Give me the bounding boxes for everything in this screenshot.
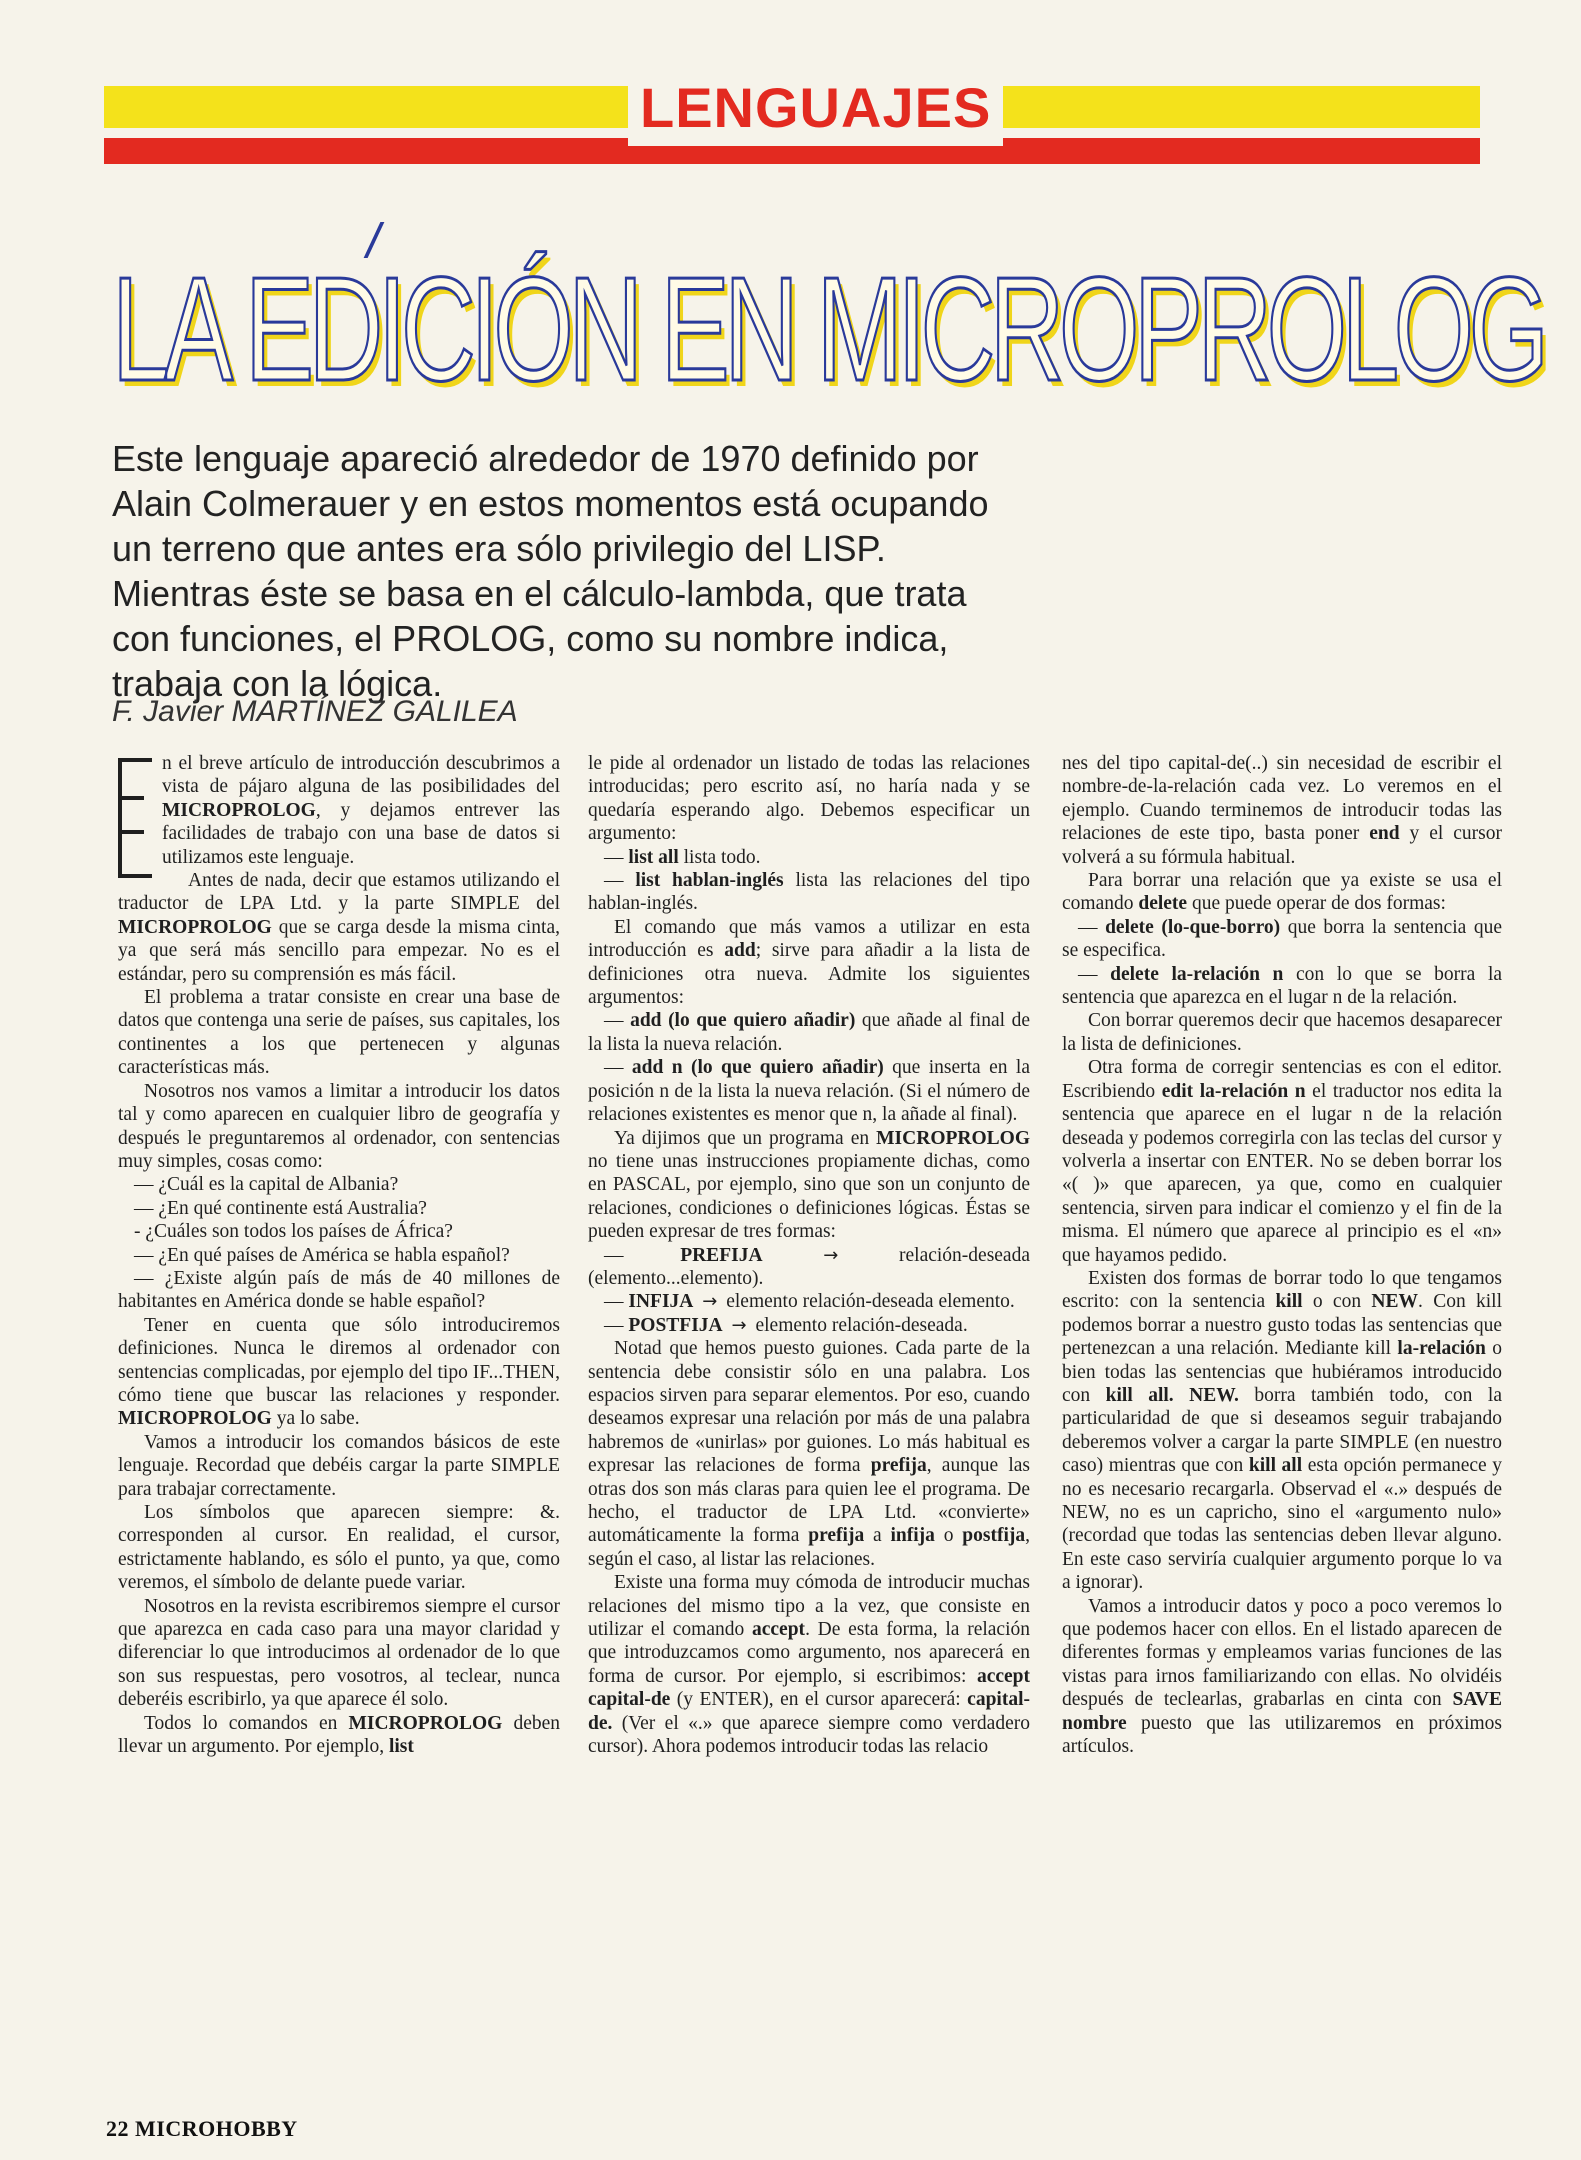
page-footer: 22 MICROHOBBY — [106, 2116, 298, 2141]
section-label: LENGUAJES — [628, 70, 1003, 146]
article-title: LA EDICIÓN EN MICROPROLOG — [112, 247, 1544, 412]
article-column-3: nes del tipo capital-de(..) sin necesidad de escribir el nombre-de-la-relación cada vez. Lo veremos en el ejemplo. Cuando terminemos de introducir todas las relaciones de este tipo, basta poner end y el cursor volverá a su fórmula habitual. Para borrar una relación que ya existe se usa el comando delete que puede operar de dos formas: — delete (lo-que-borro) que borra la sentencia que se especifica. — delete la-relación n con lo que se borra la sentencia que aparezca en el lugar n de la relación. Con borrar queremos decir que hacemos desaparecer la lista de definiciones. Otra forma de corregir sentencias es con el editor. Escribiendo edit la-relación n el traductor nos edita la sentencia que aparece en el lugar n de la relación deseada y podemos corregirla con las teclas del cursor y volverla a insertar con ENTER. No se deben borrar los «( )» que aparecen, ya que, como en cualquier sentencia, sirven para indicar el comienzo y el fin de la misma. El número que aparece al principio es el «n» que hayamos pedido. Existen dos formas de borrar todo lo que tengamos escrito: con la sentencia kill o con NEW. Con kill podemos borrar a nuestro gusto todas las sentencias que pertenezcan a una relación. Mediante kill la-relación o bien todas las sentencias que hubiéramos introducido con kill all. NEW. borra también todo, con la particularidad de que si deseamos seguir trabajando deberemos volver a cargar la parte SIMPLE (en nuestro caso) mientras que con kill all esta opción permanece y no es necesario recargarla. Observad el «.» después de NEW, no es un capricho, sino el «argumento nulo» (recordad que todas las sentencias deben llevar alguno. En este caso serviría cualquier argumento porque lo va a ignorar). Vamos a introducir datos y poco a poco veremos lo que podemos hacer con ellos. En el listado aparecen de diferentes formas y empleamos varias funciones de las vistas para irnos familiarizando con ellas. No olvidéis después de teclearlas, grabarlas en cinta con SAVE nombre puesto que las utilizaremos en próximos artículos. — [1062, 753, 1503, 1758]
intro-paragraph: Este lenguaje apareció alrededor de 1970 definido por Alain Colmerauer y en estos momentos está ocupando un terreno que antes era sólo privilegio del LISP. Mientras éste se basa en el cálculo-lambda, que trata con funciones, el PROLOG, como su nombre indica, trabaja con la lógica. — [112, 438, 989, 704]
article-column-1: n el breve artículo de introducción descubrimos a vista de pájaro alguna de las posibilidades del MICROPROLOG, y dejamos entrever las facilidades de trabajo con una base de datos si utilizamos este lenguaje. Antes de nada, decir que estamos utilizando el traductor de LPA Ltd. y la parte SIMPLE del MICROPROLOG que se carga desde la misma cinta, ya que será más sencillo para empezar. No es el estándar, pero su comprensión es más fácil. El problema a tratar consiste en crear una base de datos que contenga una serie de países, sus capitales, los continentes a los que pertenecen y algunas características más. Nosotros nos vamos a limitar a introducir los datos tal y como aparecen en cualquier libro de geografía y después le preguntaremos al ordenador, con sentencias muy simples, cosas como: — ¿Cuál es la capital de Albania? — ¿En qué continente está Australia? - ¿Cuáles son todos los países de África? — ¿En qué países de América se habla español? — ¿Existe algún país de más de 40 millones de habitantes en América donde se hable español? Tener en cuenta que sólo introduciremos definiciones. Nunca le diremos al ordenador con sentencias complicadas, por ejemplo del tipo IF...THEN, cómo tiene que buscar las relaciones y responder. MICROPROLOG ya lo sabe. Vamos a introducir los comandos básicos de este lenguaje. Recordad que debéis cargar la parte SIMPLE para trabajar correctamente. Los símbolos que aparecen siempre: &. corresponden al cursor. En realidad, el cursor, estrictamente hablando, es sólo el punto, ya que, como veremos, el símbolo de delante puede variar. Nosotros en la revista escribiremos siempre el cursor que aparezca en cada caso para una mayor claridad y diferenciar lo que introducimos al ordenador de lo que son sus respuestas, pero vosotros, al teclear, nunca deberéis escribirlo, ya que aparece él solo. Todos lo comandos en MICROPROLOG deben llevar un argumento. Por ejemplo, list — [118, 753, 561, 1758]
article-column-2: le pide al ordenador un listado de todas las relaciones introducidas; pero escrito así, no haría nada y se quedaría esperando algo. Debemos especificar un argumento: — list all lista todo. — list hablan-inglés lista las relaciones del tipo hablan-inglés. El comando que más vamos a utilizar en esta introducción es add; sirve para añadir a la lista de definiciones otra nueva. Admite los siguientes argumentos: — add (lo que quiero añadir) que añade al final de la lista la nueva relación. — add n (lo que quiero añadir) que inserta en la posición n de la lista la nueva relación. (Si el número de relaciones existentes es menor que n, la añade al final). Ya dijimos que un programa en MICROPROLOG no tiene unas instrucciones propiamente dichas, como en PASCAL, por ejemplo, sino que son un conjunto de relaciones, condiciones o definiciones lógicas. Éstas se pueden expresar de tres formas: — PREFIJA → relación-deseada (elemento...elemento). — INFIJA → elemento relación-deseada elemento. — POSTFIJA → elemento relación-deseada. Notad que hemos puesto guiones. Cada parte de la sentencia debe consistir sólo en una palabra. Los espacios sirven para separar elementos. Por eso, cuando deseamos expresar una relación por más de una palabra habremos de «unirlas» por guiones. Lo más habitual es expresar las relaciones de forma prefija, aunque las otras dos son más claras para quien lee el programa. De hecho, el traductor de LPA Ltd. «convierte» automáticamente la forma prefija a infija o postfija, según el caso, al listar las relaciones. Existe una forma muy cómoda de introducir muchas relaciones del mismo tipo a la vez, que consiste en utilizar el comando accept. De esta forma, la relación que introduzcamos como argumento, nos aparecerá en forma de cursor. Por ejemplo, si escribimos: accept capital-de (y ENTER), en el cursor aparecerá: capital-de. (Ver el «.» que aparece siempre como verdadero cursor). Ahora podemos introducir todas las relacio — [588, 753, 1031, 1758]
author-byline: F. Javier MARTÍNEZ GALILEA — [112, 695, 518, 728]
dropcap-letter — [118, 758, 152, 878]
